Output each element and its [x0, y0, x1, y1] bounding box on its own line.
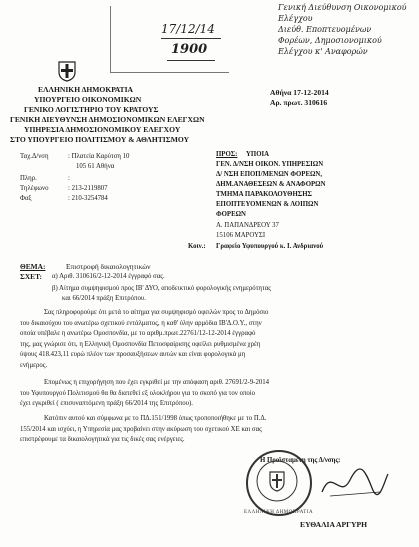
received-stamp-box: [110, 6, 229, 73]
handwritten-line: Ελέγχου κ' Αναφορών: [278, 47, 368, 56]
subject-value: Επιστροφή δικαιολογητικών: [66, 262, 151, 271]
recipient-line: Δ/ ΝΣΗ ΕΠΟΠ/ΜΕΝΩΝ ΦΟΡΕΩΝ,: [216, 171, 323, 178]
cc-value: Γραφείο Υφυπουργού κ. Ι. Ανδριανού: [216, 243, 324, 250]
fax-value: : 210-3254784: [68, 195, 108, 202]
recipient-line: 15106 ΜΑΡΟΥΣΙ: [216, 232, 266, 239]
letterhead-line: ΓΕΝΙΚΗ ΔΙΕΥΘΥΝΣΗ ΔΗΜΟΣΙΟΝΟΜΙΚΩΝ ΕΛΕΓΧΩΝ: [10, 115, 205, 124]
address-label: Ταχ.Δ/νση: [20, 153, 49, 160]
recipient-line: Α. ΠΑΠΑΝΔΡΕΟΥ 37: [216, 222, 279, 229]
paragraph-line: Επομένως η επιχορήγηση που έχει εγκριθεί με την απόφαση αριθ. 27691/2-9-2014: [44, 379, 270, 386]
paragraph-line: της, μας γνώρισε ότι, η Ελληνική Ομοσπονδία Πετοσφαίρισης οφείλει ρυθμισμένα χρέη: [20, 340, 261, 348]
letterhead-line: ΓΕΝΙΚΟ ΛΟΓΙΣΤΗΡΙΟ ΤΟΥ ΚΡΑΤΟΥΣ: [24, 105, 159, 114]
recipient-label: ΠΡΟΣ:: [216, 151, 238, 158]
recipient-line: ΓΕΝ. Δ/ΝΣΗ ΟΙΚΟΝ. ΥΠΗΡΕΣΙΩΝ: [216, 161, 324, 168]
info-value: :: [68, 175, 70, 182]
letterhead-line: ΥΠΗΡΕΣΙΑ ΔΗΜΟΣΙΟΝΟΜΙΚΟΥ ΕΛΕΓΧΟΥ: [24, 125, 181, 134]
document-date: Αθήνα 17-12-2014: [270, 88, 329, 97]
references-label: ΣΧΕΤ:: [20, 272, 42, 281]
seal-emblem-icon: [248, 452, 306, 510]
body-paragraph-3: [20, 414, 400, 446]
reference-b: β) Αίτημα συμψηφισμού προς ΙΒ' ΔΥΟ, αποδεικτικό φορολογικής ενημερότητας: [52, 285, 271, 292]
stamp-date: 17/12/14: [161, 22, 215, 36]
handwritten-note: [238, 3, 416, 63]
paragraph-line: έχει εγκριθεί ( επισυναπτόμενη πράξη 66/2014 της Επιτρόπου).: [20, 400, 193, 408]
paragraph-line: του Υφυπουργού Πολιτισμού θα θα διατεθεί εξ ολοκλήρου για το σκοπό για τον οποίο: [20, 389, 256, 397]
letterhead-line: ΥΠΟΥΡΓΕΙΟ ΟΙΚΟΝΟΜΙΚΩΝ: [34, 95, 142, 104]
paragraph-line: 155/2014 και ισχύει, η Υπηρεσία μας προβαίνει στην ακύρωση του σχετικού ΧΕ και σας: [20, 425, 262, 433]
stamp-date-underline: [161, 38, 221, 39]
cc-label: Κοιν.:: [188, 243, 206, 250]
handwritten-line: Ελέγχου: [278, 14, 313, 23]
paragraph-line: επιστρέφουμε τα δικαιολογητικά για τις δικές σας ενέργειες.: [20, 436, 185, 444]
postcode: 105 61 Αθήνα: [76, 163, 115, 170]
fax-label: Φαξ: [20, 195, 32, 202]
address-value: : Πλατεία Καρύτση 10: [68, 153, 130, 160]
seal-text: ΕΛΛΗΝΙΚΗ ΔΗΜΟΚΡΑΤΙΑ: [244, 510, 314, 515]
paragraph-line: ύψους 418.423,11 ευρώ πλέον των προσαυξήσεων αυτών και είναι φορολογικά μη: [20, 351, 246, 359]
paragraph-line: ενήμερος.: [20, 361, 48, 369]
stamp-number-underline: [167, 60, 215, 61]
subject-label: ΘΕΜΑ:: [20, 262, 46, 271]
signatory-name: ΕΥΘΑΛΙΑ ΑΡΓΥΡΗ: [300, 520, 368, 529]
body-paragraph-2: [20, 378, 400, 410]
signature-title: Η Προϊσταμένη της Δ/νσης:: [260, 457, 341, 464]
phone-label: Τηλέφωνο: [20, 185, 49, 192]
handwritten-line: Γενική Διεύθυνση Οικονομικού: [278, 3, 407, 12]
letterhead-line: ΣΤΟ ΥΠΟΥΡΓΕΙΟ ΠΟΛΙΤΙΣΜΟΥ & ΑΘΛΗΤΙΣΜΟΥ: [10, 135, 190, 144]
letterhead-line: ΕΛΛΗΝΙΚΗ ΔΗΜΟΚΡΑΤΙΑ: [38, 85, 134, 94]
coat-of-arms-icon: [56, 60, 78, 82]
body-paragraph-1: [20, 308, 400, 372]
paragraph-line: Κατόπιν αυτού και σύμφωνα με το ΠΔ.151/1998 όπως τροποποιήθηκε με το Π.Δ.: [44, 415, 267, 422]
recipient-line: ΔΗΜ.ΑΝΑΘΕΣΕΩΝ & ΑΝΑΦΟΡΩΝ: [216, 181, 326, 188]
reference-b-continued: και 66/2014 πράξη Επιτρόπου.: [62, 295, 146, 302]
paragraph-line: του δικαιούχου του ανωτέρω σχετικού εντάλματος, η καθ' ύλην αρμόδια ΙΒ'Δ.Ο.Υ., στην: [20, 319, 262, 327]
info-label: Πληρ.: [20, 175, 37, 182]
handwritten-line: Φορέων, Δημοσιονομικού: [278, 36, 382, 45]
recipient-line: ΤΜΗΜΑ ΠΑΡΑΚΟΛΟΥΘΗΣΗΣ: [216, 191, 312, 198]
paragraph-line: οποία υπέβαλε η ανωτέρω Ομοσπονδία, με το αριθμ.πρωτ.22761/12-12-2014 έγγραφό: [20, 330, 256, 338]
handwritten-line: Διεύθ. Εποπτευομένων: [278, 25, 372, 34]
official-seal: [246, 450, 312, 516]
protocol-number: Αρ. πρωτ. 310616: [270, 98, 328, 107]
reference-a: α) Αριθ. 310616/2-12-2014 έγγραφό σας.: [52, 273, 165, 280]
recipient-line: ΦΟΡΕΩΝ: [216, 211, 246, 218]
handwritten-signature: [320, 462, 390, 502]
recipient-line: ΕΠΟΠΤΕΥΟΜΕΝΩΝ & ΛΟΙΠΩΝ: [216, 201, 319, 208]
stamp-number: 1900: [171, 42, 208, 57]
phone-value: : 213-2119807: [68, 185, 108, 192]
recipient-line: ΥΠΟΙΑ: [246, 151, 270, 158]
paragraph-line: Σας πληροφορούμε ότι μετά το αίτημα για συμψηφισμό οφειλών προς το Δημόσιο: [44, 309, 269, 316]
